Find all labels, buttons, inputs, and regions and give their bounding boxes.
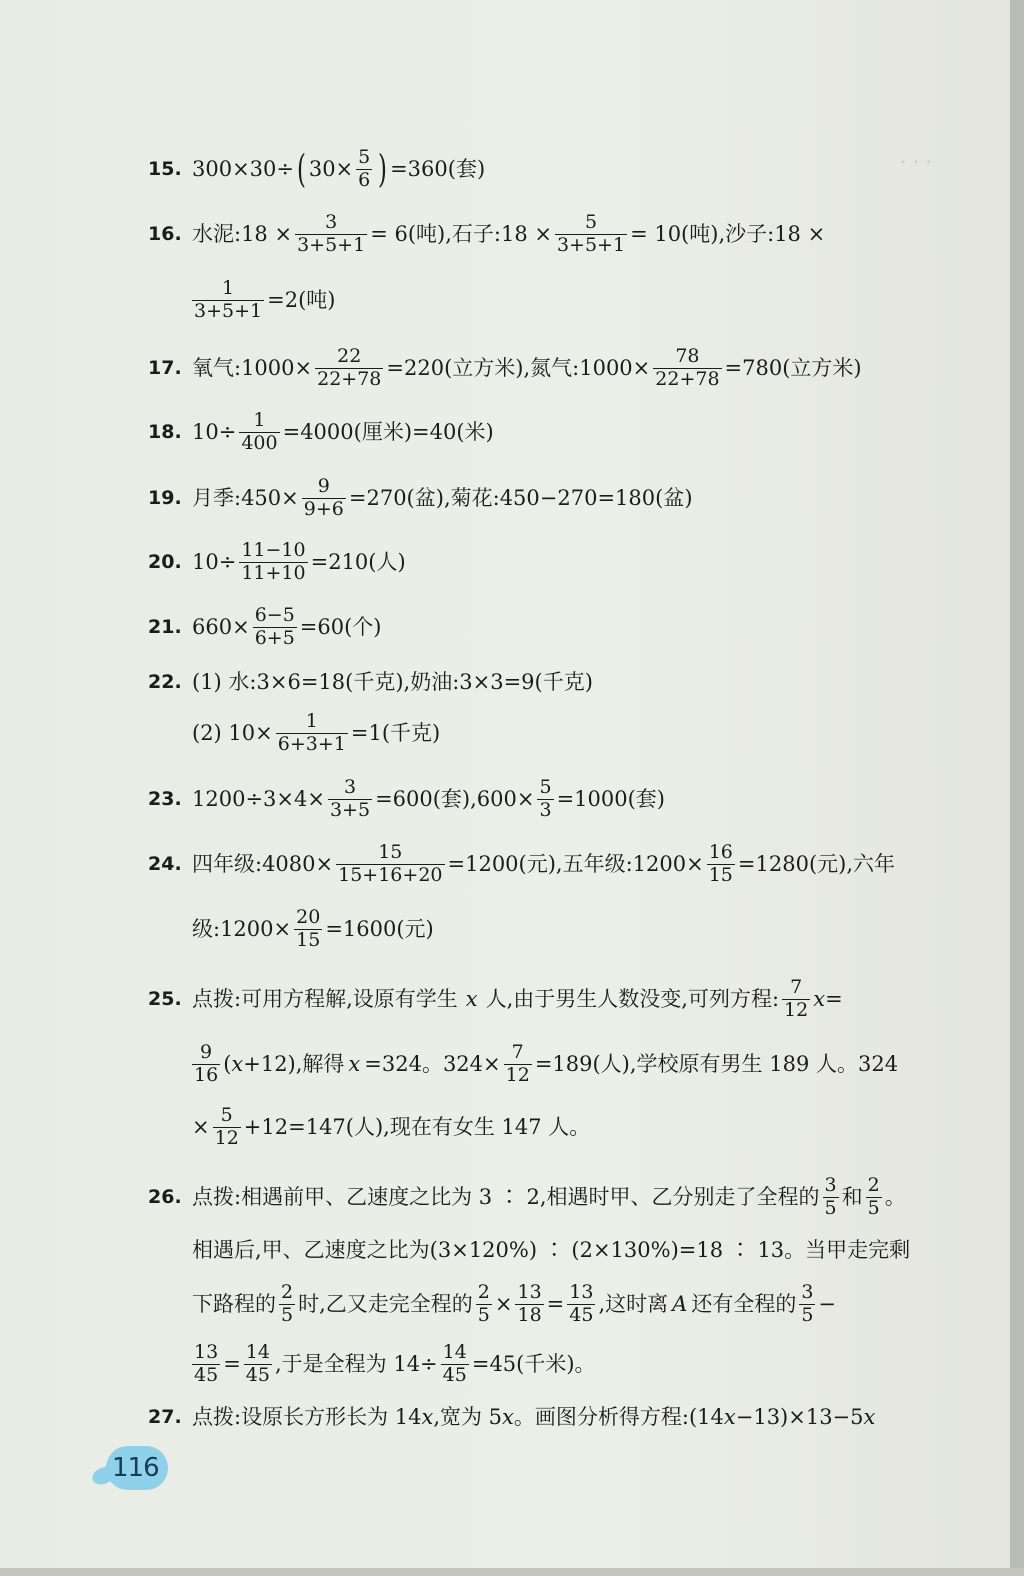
fraction: $\frac{13}{45}$	[569, 1281, 594, 1326]
answer-24: 24. 四年级:4080× $\frac{15}{15+16+20}$ =1200(元),五年级:1200× $\frac{16}{15}$ =1280(元),六年	[148, 841, 896, 886]
fraction: $\frac{9}{16}$	[194, 1041, 219, 1086]
fraction: $\frac{3}{5}$	[801, 1281, 814, 1326]
answer-27: 27. 点拨:设原长方形长为 14 x ,宽为 5 x 。画图分析得方程:(14 x −13)×13−5 x	[148, 1405, 876, 1429]
answer-18: 18. 10÷ $\frac{1}{400}$ =4000(厘米)=40(米)	[148, 409, 494, 454]
answer-26: 26. 点拨:相遇前甲、乙速度之比为 3 ∶ 2,相遇时甲、乙分别走了全程的 $\frac{3}{5}$ 和 $\frac{2}{5}$ 。	[148, 1174, 906, 1219]
fraction: $\frac{5}{12}$	[214, 1104, 239, 1149]
answer-26-cont3: $\frac{13}{45}$ = $\frac{14}{45}$ ,于是全程为 14÷ $\frac{14}{45}$ =45(千米)。	[194, 1341, 596, 1386]
fraction: $\frac{78}{22+78}$	[655, 345, 720, 390]
fraction: $\frac{2}{5}$	[477, 1281, 490, 1326]
fraction: $\frac{2}{5}$	[867, 1174, 880, 1219]
fraction: $\frac{15}{15+16+20}$	[338, 841, 443, 886]
answer-17: 17. 氧气:1000× $\frac{22}{22+78}$ =220(立方米),氮气:1000× $\frac{78}{22+78}$ =780(立方米)	[148, 345, 862, 390]
page-bottom-edge	[0, 1568, 1024, 1576]
fraction: $\frac{22}{22+78}$	[317, 345, 382, 390]
fraction: $\frac{5}{6}$	[358, 146, 371, 191]
show-through-text: · · ·	[900, 150, 932, 174]
fraction: $\frac{3}{3+5+1}$	[297, 211, 366, 256]
fraction: $\frac{9}{9+6}$	[303, 475, 344, 520]
fraction: $\frac{13}{45}$	[194, 1341, 219, 1386]
answer-16-cont: $\frac{1}{3+5+1}$ =2(吨)	[194, 277, 336, 322]
answer-19: 19. 月季:450× $\frac{9}{9+6}$ =270(盆),菊花:450−270=180(盆)	[148, 475, 693, 520]
answer-26-cont2: 下路程的 $\frac{2}{5}$ 时,乙又走完全程的 $\frac{2}{5}$ × $\frac{13}{18}$ = $\frac{13}{45}$ ,这时离 A 还有全程的 $\frac{3}{5}$ −	[192, 1281, 837, 1326]
fraction: $\frac{14}{45}$	[245, 1341, 270, 1386]
fraction: $\frac{5}{3+5+1}$	[556, 211, 626, 256]
answer-15: 15. 300×30÷ ( 30× $\frac{5}{6}$ ) =360(套)	[148, 146, 486, 192]
fraction: $\frac{2}{5}$	[281, 1281, 294, 1326]
fraction: $\frac{3}{3+5}$	[329, 776, 371, 821]
answer-25: 25. 点拨:可用方程解,设原有学生 x 人,由于男生人数没变,可列方程: $\frac{7}{12}$ x =	[148, 976, 843, 1021]
fraction: $\frac{20}{15}$	[296, 906, 321, 951]
answer-25-cont1: $\frac{9}{16}$ ( x +12),解得 x =324。324× $\frac{7}{12}$ =189(人),学校原有男生 189 人。324	[194, 1041, 899, 1086]
fraction: $\frac{16}{15}$	[708, 841, 733, 886]
fraction: $\frac{6-5}{6+5}$	[254, 604, 295, 649]
answer-25-cont2: × $\frac{5}{12}$ +12=147(人),现在有女生 147 人。	[192, 1104, 591, 1149]
answer-23: 23. 1200÷3×4× $\frac{3}{3+5}$ =600(套),600× $\frac{5}{3}$ =1000(套)	[148, 776, 666, 821]
fraction: $\frac{13}{18}$	[517, 1281, 542, 1326]
fraction: $\frac{7}{12}$	[505, 1041, 530, 1086]
page-number: 116	[112, 1453, 159, 1483]
answer-26-cont1: 相遇后,甲、乙速度之比为(3×120%) ∶ (2×130%)=18 ∶ 13。当甲走完剩	[192, 1238, 911, 1262]
fraction: $\frac{11-10}{11+10}$	[241, 539, 306, 584]
answer-22: 22. (1) 水:3×6=18(千克),奶油:3×3=9(千克)	[148, 670, 593, 694]
fraction: $\frac{7}{12}$	[784, 976, 809, 1021]
answer-16: 16. 水泥:18 × $\frac{3}{3+5+1}$ = 6(吨),石子:18 × $\frac{5}{3+5+1}$ = 10(吨),沙子:18 ×	[148, 211, 826, 256]
page-number-badge	[92, 1444, 172, 1492]
answer-24-cont: 级:1200× $\frac{20}{15}$ =1600(元)	[192, 906, 434, 951]
fraction: $\frac{1}{400}$	[241, 409, 278, 454]
fraction: $\frac{3}{5}$	[824, 1174, 837, 1219]
answer-22-part2: (2) 10× $\frac{1}{6+3+1}$ =1(千克)	[192, 710, 441, 755]
answer-21: 21. 660× $\frac{6-5}{6+5}$ =60(个)	[148, 604, 382, 649]
fraction: $\frac{14}{45}$	[442, 1341, 467, 1386]
fraction: $\frac{1}{6+3+1}$	[277, 710, 346, 755]
fraction: $\frac{5}{3}$	[539, 776, 552, 821]
answer-20: 20. 10÷ $\frac{11-10}{11+10}$ =210(人)	[148, 539, 406, 584]
page-edge	[1010, 0, 1024, 1576]
fraction: $\frac{1}{3+5+1}$	[194, 277, 263, 322]
